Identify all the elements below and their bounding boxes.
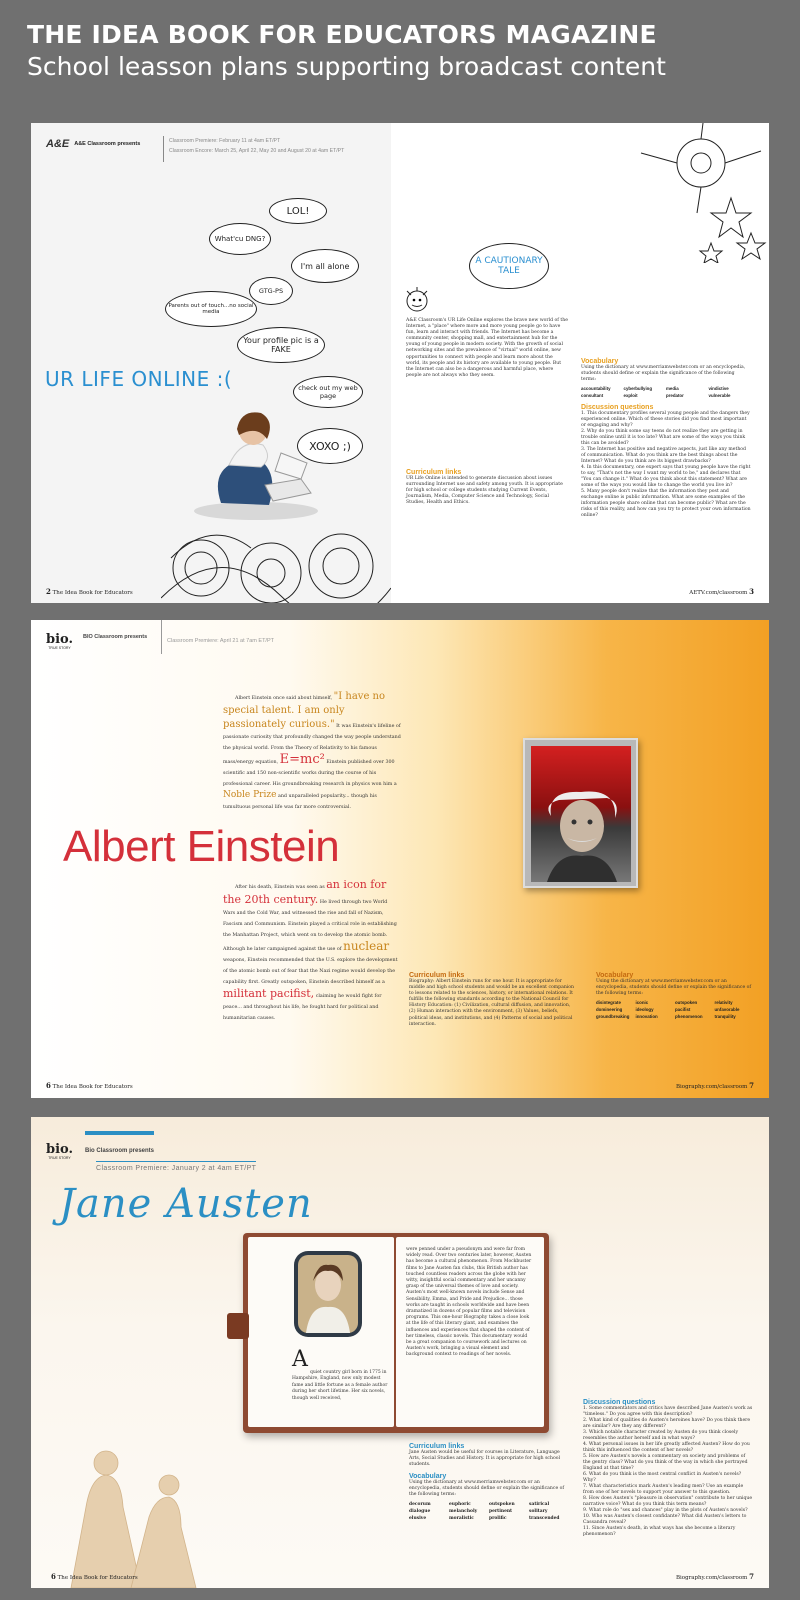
cautionary-tale-bubble: A CAUTIONARY TALE	[469, 243, 549, 289]
discussion-item: 11. Since Austen's death, in what ways has she become a literary phenomenon?	[583, 1526, 736, 1537]
speech-bubble: GTG-PS	[249, 277, 293, 305]
vocab-term: exploit	[623, 393, 638, 399]
vocab-term: accountability	[581, 386, 611, 392]
discussion-item: 10. Who was Austen's closest confidante? What did Austen's letters to Cassandra reveal?	[583, 1514, 747, 1525]
vocab-term: pacifist	[675, 1007, 691, 1013]
footer-title: The Idea Book for Educators	[52, 590, 133, 596]
vocab-term: vulnerable	[708, 393, 731, 399]
ae-logo-block	[46, 138, 140, 150]
einstein-upper-text	[223, 690, 401, 813]
page-title: THE IDEA BOOK FOR EDUCATORS MAGAZINE	[27, 20, 657, 49]
austen-portrait	[298, 1255, 358, 1333]
pull-quote: "I have no special talent. I am only passionately curious."	[223, 691, 386, 730]
emc-equation: E=mc²	[279, 752, 325, 767]
speech-bubble: check out my web page	[293, 376, 363, 408]
discussion-item: 3. The Internet has positive and negative aspects, just like any method of communication. What do you think are the best things about the Internet? What do you think are its biggest drawbacks?	[581, 447, 746, 465]
discussion-item: 3. Which notable character created by Austen do you think closely resembles the author herself and in what ways?	[583, 1430, 739, 1441]
presents-label: A&E Classroom presents	[74, 141, 141, 147]
vocab-block	[596, 972, 754, 1020]
vocab-term: dialogue	[409, 1508, 431, 1514]
bio-logo-sub: TRUE STORY	[48, 1156, 71, 1160]
vocab-grid	[596, 999, 754, 1020]
einstein-lower-text	[223, 878, 401, 1024]
body-text: Einstein published over 300 scientific and 150 non-scientific works during the course of his professional career. His groundbreaking research in physics won him a	[223, 760, 397, 787]
book-clasp	[227, 1313, 249, 1339]
vocab-grid	[581, 385, 751, 399]
bio-logo	[46, 1144, 73, 1160]
vocab-term: outspoken	[675, 1000, 698, 1006]
vocab-term: consultant	[581, 393, 604, 399]
regency-figures-illustration	[31, 1417, 211, 1588]
vocab-term: groundbreaking	[596, 1014, 630, 1020]
curriculum-text: UR Life Online is intended to generate discussion about issues surrounding Internet use and safety among youth. It is appropriate for high school or college students studying Current Events, Journalism, Media, Computer Science and Technology, Social Studies, Health and Ethics.	[406, 475, 563, 506]
footer-right	[689, 587, 754, 596]
vocab-term: relativity	[714, 1000, 733, 1006]
headline: UR LIFE ONLINE :(	[45, 367, 233, 391]
speech-bubble: What'cu DNG?	[209, 223, 271, 255]
spread-jane-austen	[31, 1117, 769, 1588]
discussion-item: 4. What personal issues in her life greatly affected Austen? How do you think this influenced the content of her novels?	[583, 1442, 750, 1453]
book-right-page	[396, 1237, 544, 1427]
footer-left	[46, 587, 133, 596]
schedule	[169, 138, 344, 154]
bio-logo-block	[46, 634, 147, 650]
curriculum-block	[409, 1443, 569, 1522]
discussion-item: 4. In this documentary, one expert says that young people have the right to say, "That's not the way I want my world to be," and declares that "You can change it." What do you think about this statement? What are some of the ways you would like to change the world you live in?	[581, 465, 751, 489]
vocab-heading: Vocabulary	[409, 1473, 447, 1481]
presents-label: Bio Classroom presents	[85, 1148, 155, 1154]
page-subtitle: School leasson plans supporting broadcast content	[27, 52, 666, 81]
body-text: After his death, Einstein was seen as	[235, 885, 325, 890]
discussion-item: 5. How are Austen's novels a commentary on society and problems of the gentry class? What do you think of the way in which she portrayed England at that time?	[583, 1454, 748, 1471]
speech-bubble: Parents out of touch...no social media	[165, 291, 257, 327]
body-text: It was Einstein's lifeline of passionate curiosity that profoundly changed the way people understand the physical world. From the Theory of Relativity to his famous mass/energy equation,	[223, 724, 401, 765]
vocab-term: prolific	[489, 1515, 507, 1521]
page-number: 7	[749, 1572, 754, 1581]
column-left	[406, 318, 568, 506]
spread-albert-einstein	[31, 620, 769, 1098]
einstein-photo	[523, 738, 638, 888]
drop-cap: A	[292, 1347, 308, 1372]
footer-left	[46, 1081, 133, 1090]
discussion-item: 7. What characteristics mark Austen's leading men? Use an example from one of her novels to support your answer to this question.	[583, 1484, 744, 1495]
discussion-item: 2. What kind of qualities do Austen's heroines have? Do you think there are similar? Are they any different?	[583, 1418, 751, 1429]
footer-url: AETV.com/classroom	[689, 590, 748, 596]
curriculum-text: Jane Austen would be useful for courses in Literature, Language Arts, Social Studies and History. It is appropriate for high school students.	[409, 1450, 560, 1468]
nuclear-word: nuclear	[343, 939, 390, 953]
vocab-term: cyberbullying	[623, 386, 653, 392]
vocab-term: elusive	[409, 1515, 427, 1521]
footer-url: Biography.com/classroom	[675, 1575, 748, 1581]
nobel-phrase: Noble Prize	[223, 790, 277, 800]
icon-phrase: an icon for the 20th century.	[223, 878, 387, 906]
vocab-term: domineering	[596, 1007, 623, 1013]
discussion-item: 8. How does Austen's "pleasure in observation" contribute to her unique narrative voice? What do you think this term means?	[583, 1496, 753, 1507]
vocab-intro: Using the dictionary at www.merriamwebster.com or an encyclopedia, students should define or explain the significance of the following terms:	[581, 365, 746, 383]
speech-bubble: Your profile pic is a FAKE	[237, 327, 325, 363]
discussion-item: 6. What do you think is the most central conflict in Austen's novels? Why?	[583, 1472, 742, 1483]
bio-logo-block	[46, 1131, 154, 1160]
einstein-portrait	[537, 786, 627, 882]
spread-ur-life-online	[31, 123, 769, 603]
vocab-term: iconic	[635, 1000, 649, 1006]
left-page	[31, 123, 391, 603]
page-number: 3	[749, 587, 754, 596]
vocab-term: predator	[666, 393, 684, 399]
open-book	[243, 1233, 549, 1433]
bio-logo-text: bio.	[46, 1142, 73, 1157]
speech-bubble: LOL!	[269, 198, 327, 224]
stars-flower-doodle	[631, 123, 769, 263]
footer-left	[51, 1572, 138, 1581]
presents-label: BIO Classroom presents	[83, 634, 148, 640]
footer-right	[676, 1081, 754, 1090]
encore-text: Classroom Encore: March 25, April 22, May 20 and August 20 at 4am ET/PT	[169, 148, 345, 154]
right-page-text: were penned under a pseudonym and were far from widely read. Over two centuries later, however, Austen has become a cultural phenomenon. From Mockbuster films to Jane Austen fan clubs, this British author has touched countless readers across the globe with her witty, insightful social commentary and her uncanny grasp of the universal themes of love and society. Austen's most well-known novels include Sense and Sensibility, Emma, and Pride and Prejudice... those works are taught in schools worldwide and have been dramatized in dozens of popular films and television programs. This one-hour Biography takes a close look at the life of this literary giant, and examines the influences and experiences that shaped the content of her timeless, classic novels. This documentary would be a great companion to coursework and lectures on Austen's work, bringing a visual element and background context to readings of her novels.	[406, 1247, 532, 1358]
divider	[163, 136, 164, 162]
curriculum-heading: Curriculum links	[409, 972, 465, 979]
pacifist-phrase: militant pacifist,	[223, 987, 315, 1000]
discussion-heading: Discussion questions	[581, 404, 654, 412]
curriculum-block	[409, 972, 574, 1028]
book-left-page	[248, 1237, 394, 1427]
curriculum-heading: Curriculum links	[409, 1443, 465, 1450]
speech-bubble: XOXO ;)	[297, 428, 363, 464]
page-number: 7	[749, 1081, 754, 1090]
vocab-term: transcended	[529, 1515, 560, 1521]
footer-right	[676, 1572, 754, 1581]
right-page	[391, 123, 769, 603]
vocab-term: moralistic	[449, 1515, 474, 1521]
speech-bubble: I'm all alone	[291, 249, 359, 283]
discussion-item: 9. What role do "sex and chances" play in the plots of Austen's novels?	[583, 1508, 748, 1513]
vocab-term: euphoric	[449, 1501, 471, 1507]
body-text: Albert Einstein once said about himself,	[235, 696, 333, 701]
column-right	[581, 318, 751, 519]
bio-logo-sub: TRUE STORY	[48, 646, 71, 650]
left-page-text: quiet country girl born in 1775 in Hampshire, England, now only modest fame and little fortune as a female author during her short lifetime. Her six novels, though well received,	[292, 1370, 388, 1401]
vocab-term: media	[666, 386, 679, 392]
einstein-name: Albert Einstein	[63, 822, 340, 871]
ae-logo: A&E	[46, 138, 70, 150]
vocab-intro: Using the dictionary at www.merriamwebster.com or an encyclopedia, students should define or explain the significance of the following terms:	[409, 1480, 565, 1498]
bio-logo	[46, 634, 73, 650]
premiere-text: Classroom Premiere: February 11 at 4am ET/PT	[169, 138, 281, 144]
presents-bar	[85, 1131, 154, 1156]
premiere-text: Classroom Premiere: April 21 at 7am ET/PT	[167, 638, 274, 644]
discussion-item: 2. Why do you think some say teens do not realize they are getting in trouble online until it is too late? What are some of the ways you think this can be avoided?	[581, 429, 746, 447]
body-text: claiming he would fight for peace... and throughout his life, he fought hard for political and humanitarian causes.	[223, 994, 382, 1021]
vocab-term: phenomenon	[675, 1014, 703, 1020]
page-number: 6	[46, 1081, 51, 1090]
vocab-heading: Vocabulary	[596, 972, 634, 979]
discussion-item: 5. Many people don't realize that the information they post and exchange online is public information. What are some examples of the information people share online that can become public? What are the risks of this reality, and how can you try to protect your own information online?	[581, 489, 751, 519]
vocab-heading: Vocabulary	[581, 358, 619, 365]
curriculum-heading: Curriculum links	[406, 468, 462, 476]
footer-title: The Idea Book for Educators	[52, 1084, 133, 1090]
vocab-term: innovation	[635, 1014, 658, 1020]
body-text: He lived through two World Wars and the Cold War, and witnessed the rise and fall of Nazism, Fascism and Communism. Einstein played a critical role in establishing the Manhattan Project, which went on to develop the atomic bomb. Although he later campaigned against the use of	[223, 900, 397, 952]
page-number: 2	[46, 587, 51, 596]
discussion-item: 1. This documentary profiles several young people and the dangers they experienced online. Which of these stories did you find most important or engaging and why?	[581, 411, 750, 429]
portrait-frame	[294, 1251, 362, 1337]
vocab-term: vindictive	[708, 386, 729, 392]
austen-signature: Jane Austen	[59, 1181, 313, 1227]
vocab-term: ideology	[635, 1007, 654, 1013]
bio-logo-text: bio.	[46, 632, 73, 647]
vocab-grid	[409, 1501, 569, 1522]
vocab-term: disintegrate	[596, 1000, 621, 1006]
vocab-term: tranquility	[714, 1014, 736, 1020]
premiere-text: Classroom Premiere: January 2 at 4am ET/PT	[96, 1161, 256, 1172]
intro-text: A&E Classroom's UR Life Online explores the brave new world of the Internet, a "place" where more and more young people go to have fun, learn and interact with friends. The Internet has become a community center, shopping mall, and entertainment hub for the young of young people in modern society. With the growth of social networking sites and the prevalence of "virtual" world online, new opportunities to connect with people and learn more about the world, its people and its history are available to young people. But the Internet can also be a dangerous and harmful place, where people are not always who they seem.	[406, 318, 568, 378]
discussion-heading: Discussion questions	[583, 1399, 656, 1406]
body-text: weapons, Einstein recommended that the U.S. explore the development of the atomic bomb out of fear that the Nazi regime would develop the capability first. Greatly outspoken, Einstein described himself as a	[223, 958, 398, 985]
vocab-term: solitary	[529, 1508, 548, 1514]
footer-title: The Idea Book for Educators	[57, 1575, 138, 1581]
vocab-term: outspoken	[489, 1501, 515, 1507]
floral-doodles	[161, 518, 391, 603]
vocab-term: decorum	[409, 1501, 431, 1507]
divider	[161, 620, 162, 654]
vocab-term: pertinent	[489, 1508, 513, 1514]
vocab-term: melancholy	[449, 1508, 478, 1514]
page-number: 6	[51, 1572, 56, 1581]
girl-laptop-illustration	[181, 393, 331, 523]
vocab-term: satirical	[529, 1501, 550, 1507]
vocab-term: unfavorable	[714, 1007, 740, 1013]
discussion-block	[583, 1399, 753, 1538]
body-text: and unparalleled popularity... though his tumultuous personal life was far more controversial.	[223, 794, 377, 810]
discussion-item: 1. Some commentators and critics have described Jane Austen's work as "timeless." Do you agree with this description?	[583, 1406, 753, 1417]
curriculum-text: Biography: Albert Einstein runs for one hour. It is appropriate for middle and high school students and would be an excellent companion to lessons related to the sciences, history, or international relations. It fulfills the following standards according to the National Council for History Education: (1) Civilization, cultural diffusion, and innovation, (2) Human interaction with the environment, (3) Values, beliefs, political ideas, and institutions, and (4) Patterns of social and political interaction.	[409, 979, 574, 1027]
footer-url: Biography.com/classroom	[675, 1084, 748, 1090]
vocab-intro: Using the dictionary at www.merriamwebster.com or an encyclopedia, students should define or explain the significance of the following terms:	[596, 979, 752, 997]
